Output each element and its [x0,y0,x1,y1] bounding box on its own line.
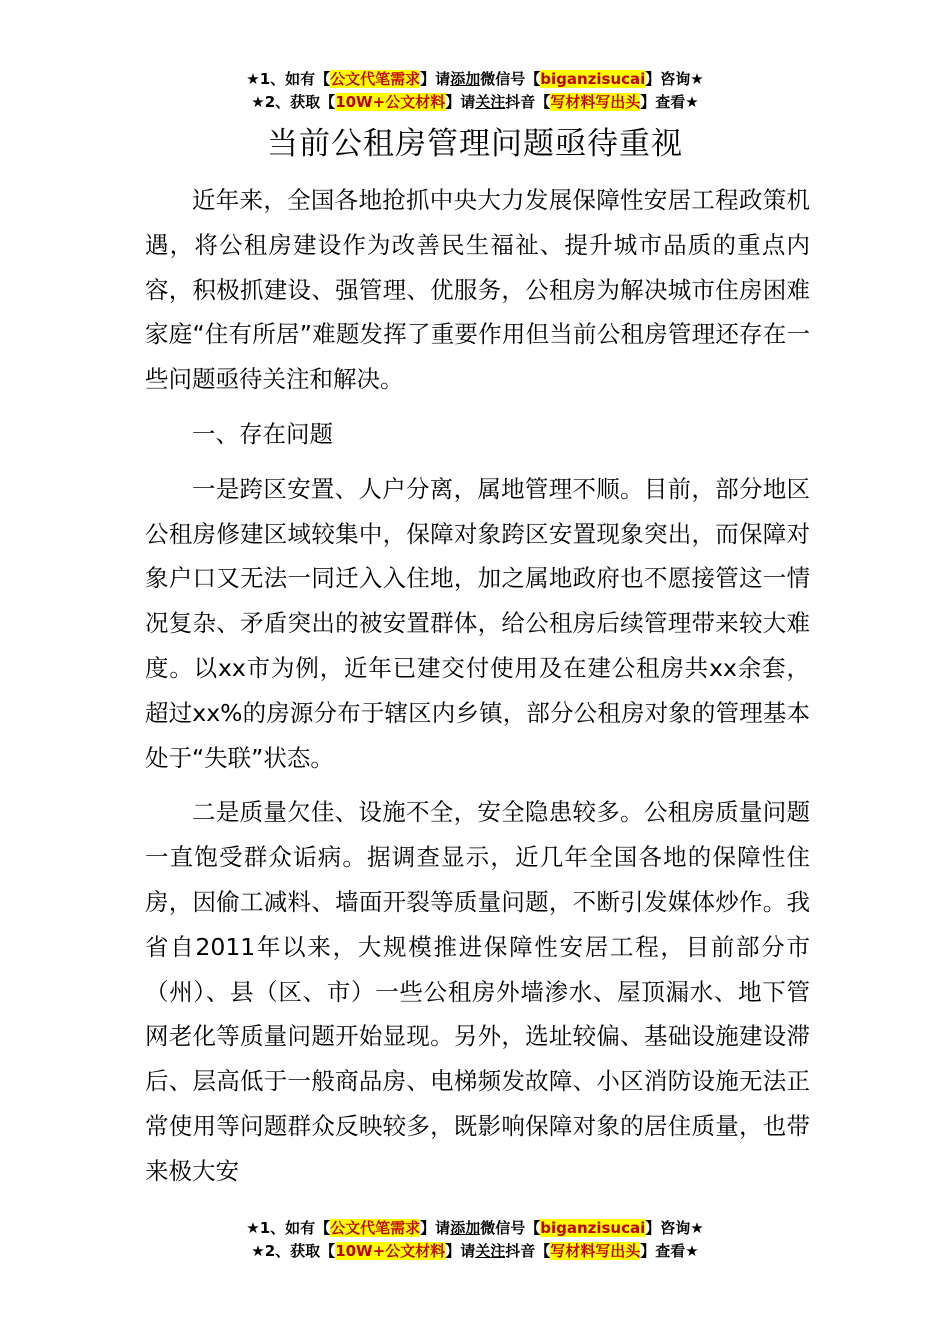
promo-underlined-text: 关注 [475,1242,506,1260]
promo-highlight: 公文代笔需求 [330,70,421,88]
promo-text: 】请 [420,70,451,88]
header-promo-banner [0,68,950,114]
promo-highlight: 10W+公文材料 [335,93,446,111]
promo-underlined-text: 添加 [450,70,481,88]
body-paragraph: 一是跨区安置、人户分离，属地管理不顺。目前，部分地区公租房修建区域较集中，保障对象跨区安置现象突出，而保障对象户口又无法一同迁入入住地，加之属地政府也不愿接管这一情况复杂、矛盾突出的被安置群体，给公租房后续管理带来较大难度。以xx市为例，近年已建交付使用及在建公租房共xx余套，超过xx%的房源分布于辖区内乡镇，部分公租房对象的管理基本处于“失联”状态。 [145,474,810,772]
promo-text: 微信号【 [480,1219,541,1237]
promo-highlight: biganzisucai [540,70,646,88]
body-paragraph: 近年来，全国各地抢抓中央大力发展保障性安居工程政策机遇，将公租房建设作为改善民生福祉、提升城市品质的重点内容，积极抓建设、强管理、优服务，公租房为解决城市住房困难家庭“住有所居”难题发挥了重要作用但当前公租房管理还存在一些问题亟待关注和解决。 [145,186,810,394]
promo-highlight: 写材料写出头 [550,1242,641,1260]
section-heading: 一、存在问题 [192,419,333,448]
promo-line-1 [0,1217,950,1240]
promo-text: ★2、获取【 [251,93,336,111]
promo-underlined-text: 关注 [475,93,506,111]
body-paragraph: 二是质量欠佳、设施不全，安全隐患较多。公租房质量问题一直饱受群众诟病。据调查显示，近几年全国各地的保障性住房，因偷工减料、墙面开裂等质量问题，不断引发媒体炒作。我省自2011年以来，大规模推进保障性安居工程，目前部分市（州）、县（区、市）一些公租房外墙渗水、屋顶漏水、地下管网老化等质量问题开始显现。另外，选址较偏、基础设施建设滞后、层高低于一般商品房、电梯频发故障、小区消防设施无法正常使用等问题群众反映较多，既影响保障对象的居住质量，也带来极大安 [145,798,810,1185]
promo-text: 抖音【 [505,93,551,111]
promo-text: 】咨询★ [645,70,704,88]
promo-text: 】请 [445,93,476,111]
promo-underlined-text: 添加 [450,1219,481,1237]
promo-text: 】请 [445,1242,476,1260]
footer-promo-banner [0,1217,950,1263]
promo-highlight: biganzisucai [540,1219,646,1237]
promo-text: 】咨询★ [645,1219,704,1237]
promo-highlight: 10W+公文材料 [335,1242,446,1260]
promo-text: ★1、如有【 [246,70,331,88]
promo-highlight: 写材料写出头 [550,93,641,111]
promo-text: 】查看★ [640,1242,699,1260]
document-title: 当前公租房管理问题亟待重视 [267,126,683,162]
promo-line-1 [0,68,950,91]
promo-text: 抖音【 [505,1242,551,1260]
promo-text: 】查看★ [640,93,699,111]
promo-line-2 [0,1240,950,1263]
document-body [145,178,810,1204]
promo-text: 】请 [420,1219,451,1237]
promo-text: ★1、如有【 [246,1219,331,1237]
promo-line-2 [0,91,950,114]
promo-text: 微信号【 [480,70,541,88]
promo-highlight: 公文代笔需求 [330,1219,421,1237]
promo-text: ★2、获取【 [251,1242,336,1260]
